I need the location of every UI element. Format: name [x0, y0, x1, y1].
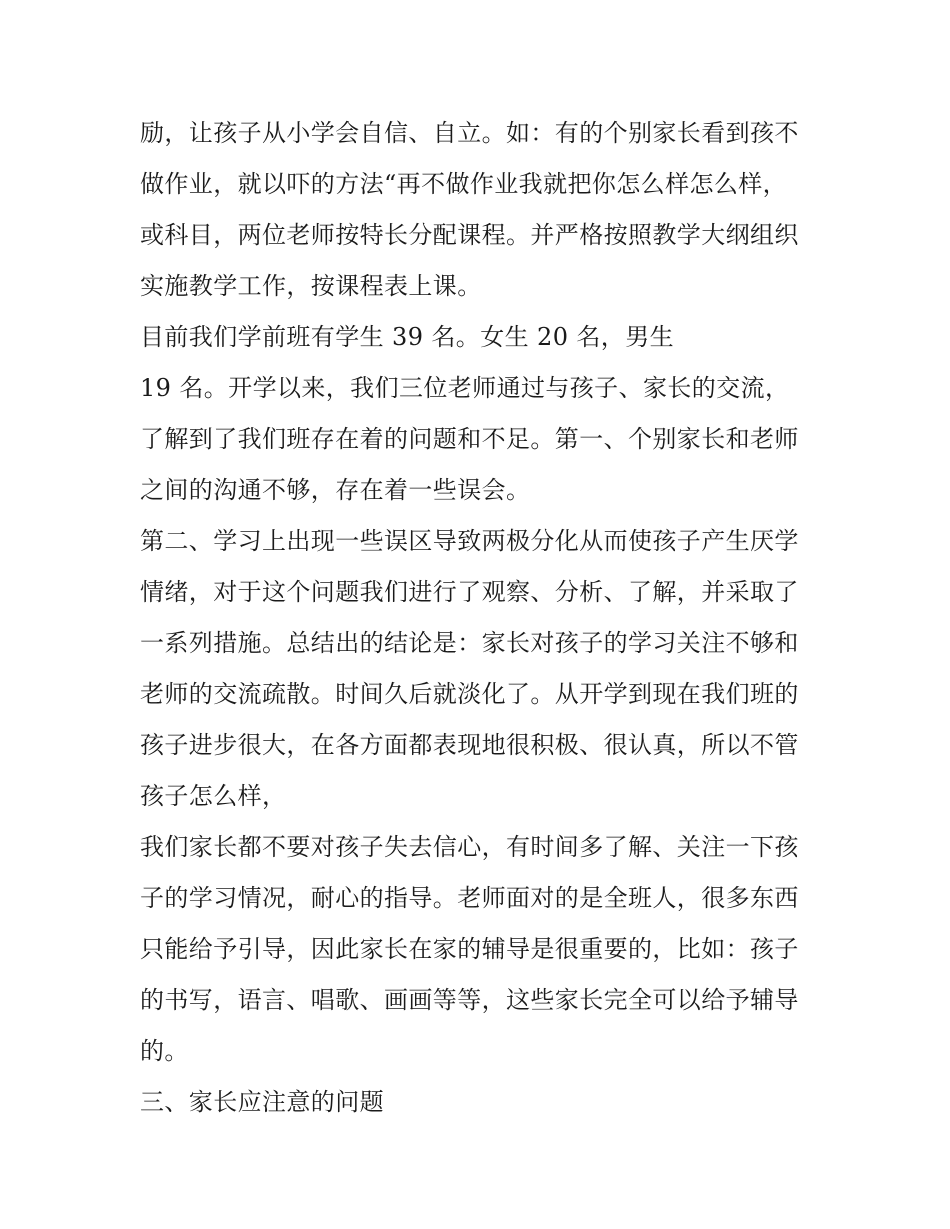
text-line: 只能给予引导，因此家长在家的辅导是很重要的，比如：孩子 [140, 935, 799, 963]
text-line: 目前我们学前班有学生 39 名。女生 20 名，男生 [140, 323, 674, 351]
text-line: 的。 [140, 1037, 189, 1065]
text-line: 子的学习情况，耐心的指导。老师面对的是全班人，很多东西 [140, 884, 799, 912]
text-line: 第二、学习上出现一些误区导致两极分化从而使孩子产生厌学 [140, 527, 799, 555]
text-line: 老师的交流疏散。时间久后就淡化了。从开学到现在我们班的 [140, 680, 799, 708]
text-line: 励，让孩子从小学会自信、自立。如：有的个别家长看到孩不 [140, 119, 799, 147]
text-line: 我们家长都不要对孩子失去信心，有时间多了解、关注一下孩 [140, 833, 799, 861]
text-line: 或科目，两位老师按特长分配课程。并严格按照教学大纲组织 [140, 221, 799, 249]
text-line: 一系列措施。总结出的结论是：家长对孩子的学习关注不够和 [140, 629, 799, 657]
section-heading: 三、家长应注意的问题 [140, 1088, 384, 1116]
text-line: 孩子怎么样， [140, 782, 287, 810]
text-line: 孩子进步很大，在各方面都表现地很积极、很认真，所以不管 [140, 731, 799, 759]
text-line: 了解到了我们班存在着的问题和不足。第一、个别家长和老师 [140, 425, 799, 453]
document-page [140, 108, 820, 1128]
text-line: 的书写，语言、唱歌、画画等等，这些家长完全可以给予辅导 [140, 986, 799, 1014]
text-line: 之间的沟通不够，存在着一些误会。 [140, 476, 531, 504]
text-line: 情绪，对于这个问题我们进行了观察、分析、了解，并采取了 [140, 578, 799, 606]
text-line: 做作业，就以吓的方法“再不做作业我就把你怎么样怎么样， [140, 170, 788, 198]
text-line: 19 名。开学以来，我们三位老师通过与孩子、家长的交流， [140, 374, 790, 402]
text-line: 实施教学工作，按课程表上课。 [140, 272, 482, 300]
